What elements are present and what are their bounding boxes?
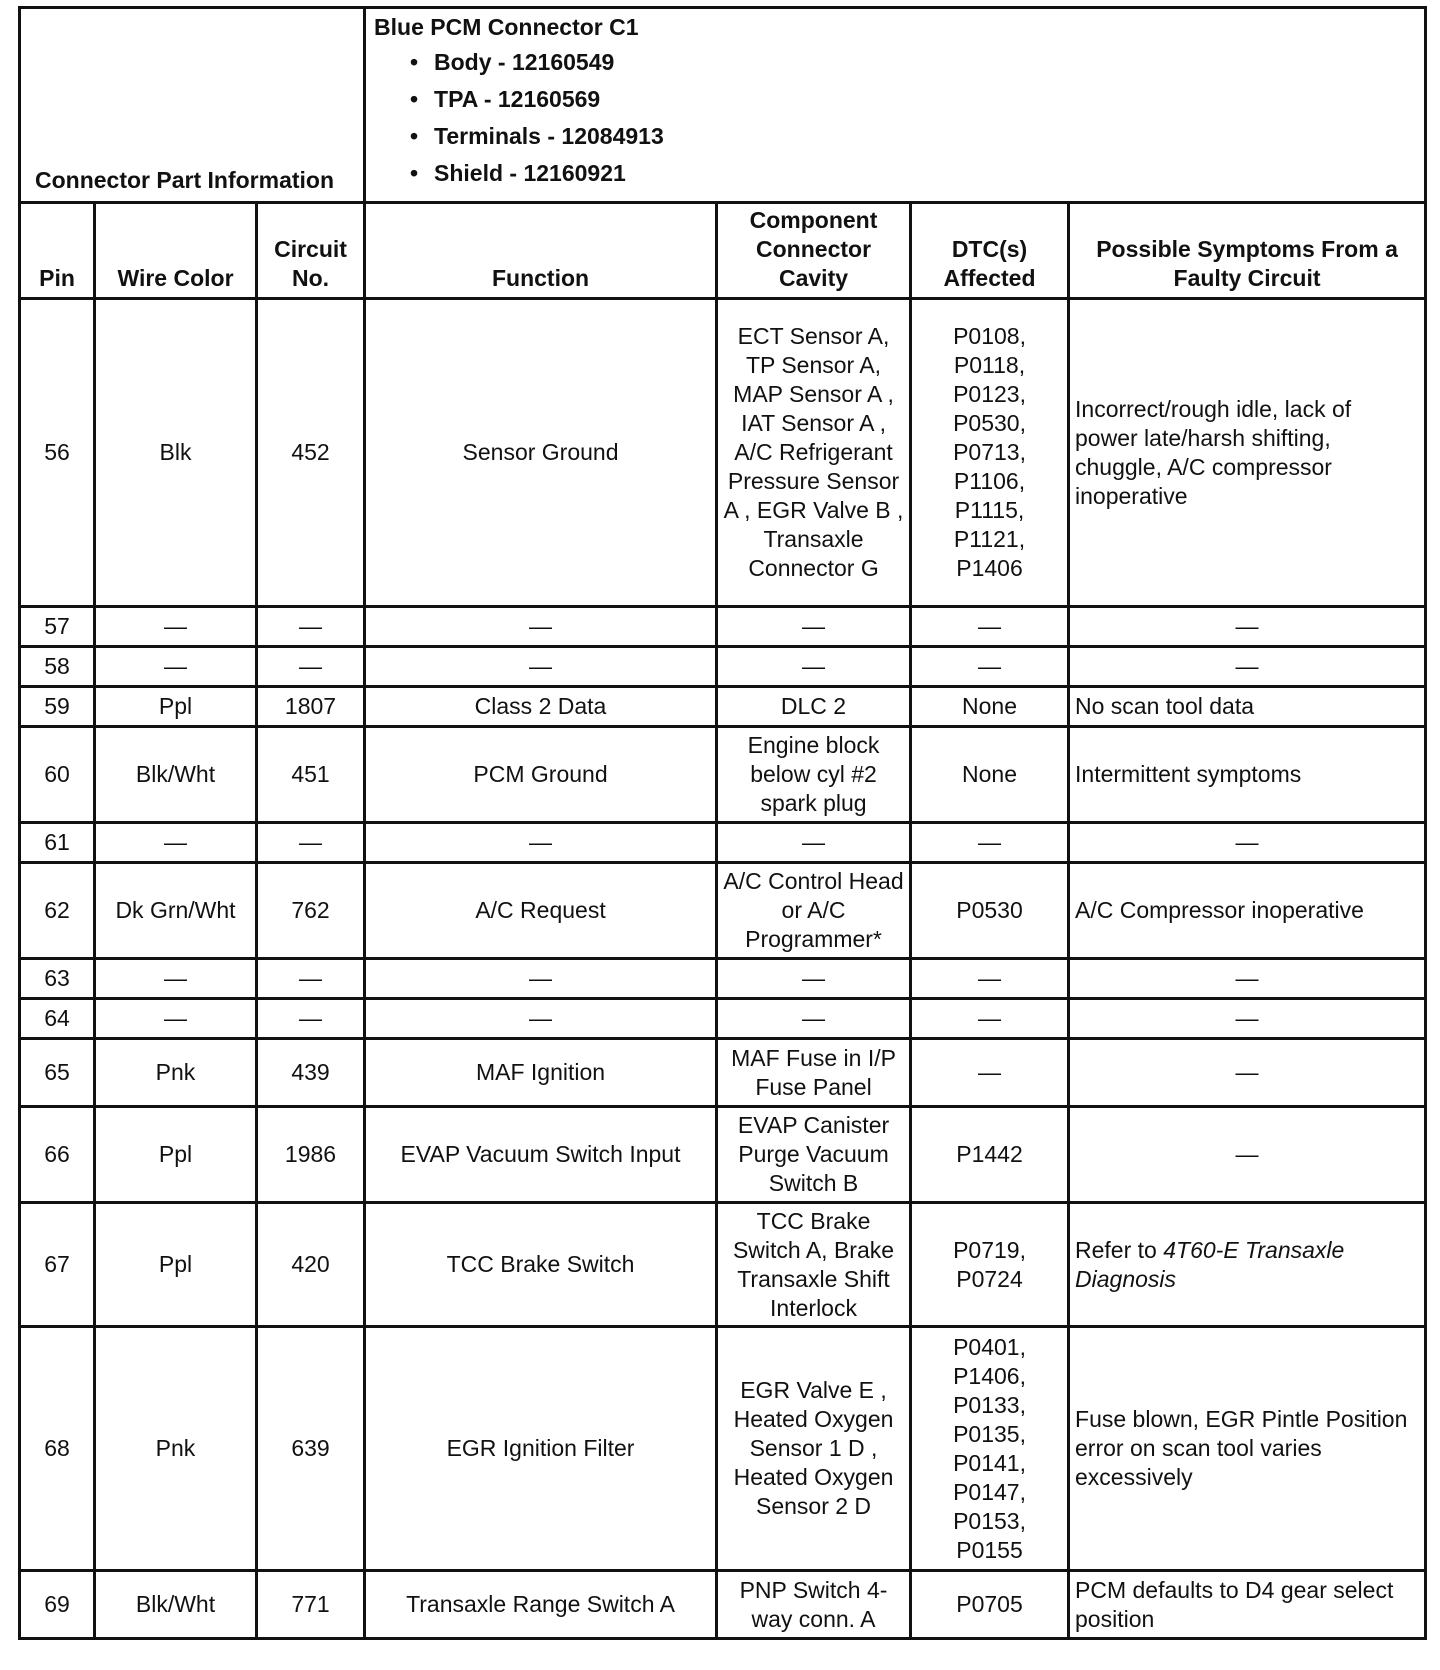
part-shield: • Shield - 12160921 xyxy=(410,155,1416,192)
cavity-cell: — xyxy=(717,999,911,1039)
dtc-cell: None xyxy=(911,687,1069,727)
part-tpa: • TPA - 12160569 xyxy=(410,81,1416,118)
pin-cell: 56 xyxy=(20,299,95,607)
connector-pinout-sheet xyxy=(18,6,1424,1640)
dtc-cell: — xyxy=(911,607,1069,647)
header-pin: Pin xyxy=(20,203,95,299)
pin-cell: 66 xyxy=(20,1107,95,1203)
function-cell: EGR Ignition Filter xyxy=(365,1327,717,1571)
function-cell: Sensor Ground xyxy=(365,299,717,607)
wire-color-cell: Ppl xyxy=(95,1203,257,1327)
header-symptoms: Possible Symptoms From a Faulty Circuit xyxy=(1069,203,1426,299)
function-cell: EVAP Vacuum Switch Input xyxy=(365,1107,717,1203)
cavity-cell: — xyxy=(717,823,911,863)
symptoms-cell: — xyxy=(1069,607,1426,647)
pin-cell: 58 xyxy=(20,647,95,687)
pin-cell: 57 xyxy=(20,607,95,647)
part-terminals: • Terminals - 12084913 xyxy=(410,118,1416,155)
header-wire-color: Wire Color xyxy=(95,203,257,299)
connector-parts-list xyxy=(374,44,1416,192)
circuit-cell: 762 xyxy=(257,863,365,959)
pin-cell: 61 xyxy=(20,823,95,863)
cavity-cell: PNP Switch 4-way conn. A xyxy=(717,1571,911,1639)
table-row xyxy=(20,647,1426,687)
table-row xyxy=(20,607,1426,647)
table-row xyxy=(20,1203,1426,1327)
pin-cell: 68 xyxy=(20,1327,95,1571)
table-row xyxy=(20,1107,1426,1203)
dtc-cell: — xyxy=(911,999,1069,1039)
function-cell: — xyxy=(365,647,717,687)
cavity-cell: Engine block below cyl #2 spark plug xyxy=(717,727,911,823)
cavity-cell: — xyxy=(717,959,911,999)
table-row xyxy=(20,299,1426,607)
dtc-cell: P1442 xyxy=(911,1107,1069,1203)
symptoms-cell: — xyxy=(1069,959,1426,999)
wire-color-cell: Blk/Wht xyxy=(95,727,257,823)
dtc-cell: — xyxy=(911,959,1069,999)
connector-title: Blue PCM Connector C1 xyxy=(374,14,639,40)
function-cell: PCM Ground xyxy=(365,727,717,823)
pin-cell: 59 xyxy=(20,687,95,727)
cavity-cell: — xyxy=(717,607,911,647)
function-cell: — xyxy=(365,823,717,863)
cavity-cell: EVAP Canister Purge Vacuum Switch B xyxy=(717,1107,911,1203)
header-cavity: Component Connector Cavity xyxy=(717,203,911,299)
pin-cell: 60 xyxy=(20,727,95,823)
wire-color-cell: — xyxy=(95,647,257,687)
part-body: • Body - 12160549 xyxy=(410,44,1416,81)
function-cell: — xyxy=(365,959,717,999)
dtc-cell: None xyxy=(911,727,1069,823)
circuit-cell: 439 xyxy=(257,1039,365,1107)
symptoms-cell: PCM defaults to D4 gear select position xyxy=(1069,1571,1426,1639)
function-cell: Transaxle Range Switch A xyxy=(365,1571,717,1639)
dtc-cell: P0530 xyxy=(911,863,1069,959)
pin-cell: 64 xyxy=(20,999,95,1039)
dtc-cell: P0401, P1406, P0133, P0135, P0141, P0147, P0153, P0155 xyxy=(911,1327,1069,1571)
wire-color-cell: Pnk xyxy=(95,1039,257,1107)
circuit-cell: 1986 xyxy=(257,1107,365,1203)
circuit-cell: 420 xyxy=(257,1203,365,1327)
connector-info-label: Connector Part Information xyxy=(20,8,365,203)
circuit-cell: — xyxy=(257,607,365,647)
pinout-table xyxy=(18,6,1427,1640)
symptoms-cell: A/C Compressor inoperative xyxy=(1069,863,1426,959)
circuit-cell: — xyxy=(257,959,365,999)
wire-color-cell: — xyxy=(95,607,257,647)
wire-color-cell: Blk xyxy=(95,299,257,607)
function-cell: Class 2 Data xyxy=(365,687,717,727)
table-row xyxy=(20,823,1426,863)
cavity-cell: DLC 2 xyxy=(717,687,911,727)
cavity-cell: TCC Brake Switch A, Brake Transaxle Shift Interlock xyxy=(717,1203,911,1327)
symptoms-cell: Incorrect/rough idle, lack of power late/harsh shifting, chuggle, A/C compressor inoperative xyxy=(1069,299,1426,607)
symptoms-cell: Fuse blown, EGR Pintle Position error on scan tool varies excessively xyxy=(1069,1327,1426,1571)
header-dtc: DTC(s) Affected xyxy=(911,203,1069,299)
table-row xyxy=(20,687,1426,727)
table-row xyxy=(20,1571,1426,1639)
circuit-cell: — xyxy=(257,823,365,863)
wire-color-cell: — xyxy=(95,999,257,1039)
circuit-cell: 639 xyxy=(257,1327,365,1571)
table-row xyxy=(20,1039,1426,1107)
wire-color-cell: — xyxy=(95,823,257,863)
cavity-cell: MAF Fuse in I/P Fuse Panel xyxy=(717,1039,911,1107)
circuit-cell: — xyxy=(257,999,365,1039)
cavity-cell: EGR Valve E , Heated Oxygen Sensor 1 D , Heated Oxygen Sensor 2 D xyxy=(717,1327,911,1571)
table-row xyxy=(20,863,1426,959)
circuit-cell: 1807 xyxy=(257,687,365,727)
function-cell: TCC Brake Switch xyxy=(365,1203,717,1327)
circuit-cell: 771 xyxy=(257,1571,365,1639)
header-function: Function xyxy=(365,203,717,299)
circuit-cell: 452 xyxy=(257,299,365,607)
table-row xyxy=(20,1327,1426,1571)
cavity-cell: A/C Control Head or A/C Programmer* xyxy=(717,863,911,959)
pin-cell: 67 xyxy=(20,1203,95,1327)
cavity-cell: — xyxy=(717,647,911,687)
table-row xyxy=(20,727,1426,823)
pin-cell: 69 xyxy=(20,1571,95,1639)
function-cell: A/C Request xyxy=(365,863,717,959)
wire-color-cell: Ppl xyxy=(95,1107,257,1203)
function-cell: — xyxy=(365,999,717,1039)
symptoms-cell: — xyxy=(1069,1107,1426,1203)
cavity-cell: ECT Sensor A, TP Sensor A, MAP Sensor A , IAT Sensor A , A/C Refrigerant Pressure Sensor A , EGR Valve B , Transaxle Connector G xyxy=(717,299,911,607)
dtc-cell: P0705 xyxy=(911,1571,1069,1639)
function-cell: MAF Ignition xyxy=(365,1039,717,1107)
circuit-cell: — xyxy=(257,647,365,687)
pin-cell: 65 xyxy=(20,1039,95,1107)
symptoms-cell xyxy=(1069,1203,1426,1327)
wire-color-cell: Ppl xyxy=(95,687,257,727)
wire-color-cell: — xyxy=(95,959,257,999)
symptoms-reference: 4T60-E Transaxle Diagnosis xyxy=(1075,1236,1345,1292)
circuit-cell: 451 xyxy=(257,727,365,823)
function-cell: — xyxy=(365,607,717,647)
symptoms-text: Refer to xyxy=(1075,1236,1157,1263)
symptoms-cell: No scan tool data xyxy=(1069,687,1426,727)
symptoms-cell: — xyxy=(1069,647,1426,687)
wire-color-cell: Pnk xyxy=(95,1327,257,1571)
header-circuit: Circuit No. xyxy=(257,203,365,299)
dtc-cell: — xyxy=(911,647,1069,687)
wire-color-cell: Blk/Wht xyxy=(95,1571,257,1639)
connector-info xyxy=(365,8,1426,203)
symptoms-cell: — xyxy=(1069,1039,1426,1107)
symptoms-cell: Intermittent symptoms xyxy=(1069,727,1426,823)
pin-cell: 62 xyxy=(20,863,95,959)
connector-info-row xyxy=(20,8,1426,203)
dtc-cell: — xyxy=(911,1039,1069,1107)
dtc-cell: — xyxy=(911,823,1069,863)
table-row xyxy=(20,999,1426,1039)
wire-color-cell: Dk Grn/Wht xyxy=(95,863,257,959)
symptoms-cell: — xyxy=(1069,999,1426,1039)
dtc-cell: P0719, P0724 xyxy=(911,1203,1069,1327)
column-header-row xyxy=(20,203,1426,299)
table-row xyxy=(20,959,1426,999)
dtc-cell: P0108, P0118, P0123, P0530, P0713, P1106, P1115, P1121, P1406 xyxy=(911,299,1069,607)
pin-cell: 63 xyxy=(20,959,95,999)
symptoms-cell: — xyxy=(1069,823,1426,863)
